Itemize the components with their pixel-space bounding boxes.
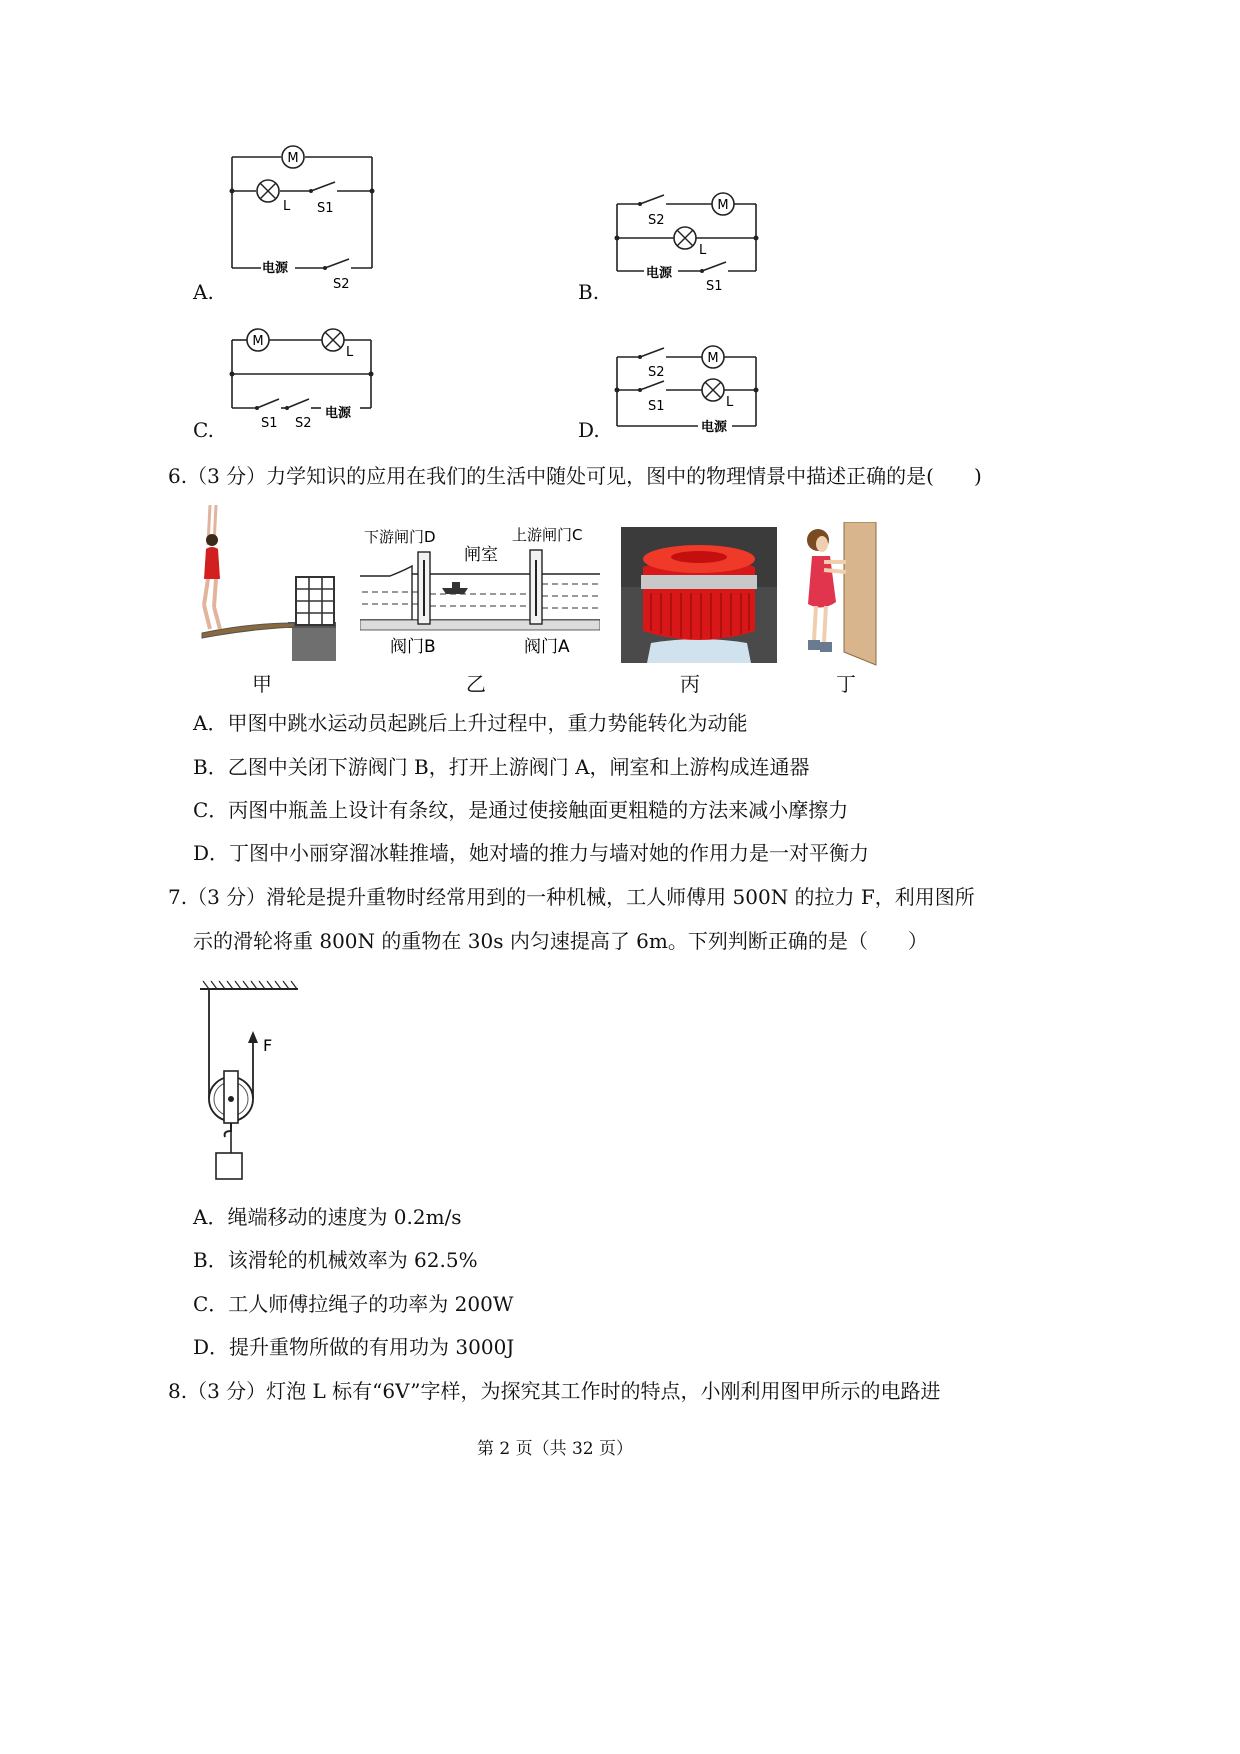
lamp-icon — [702, 379, 724, 401]
figure-bing-bottle-cap — [621, 527, 777, 663]
svg-text:下游闸门D: 下游闸门D — [364, 528, 436, 546]
q6-option-d: D．丁图中小丽穿溜冰鞋推墙，她对墙的推力与墙对她的作用力是一对平衡力 — [193, 841, 870, 865]
svg-text:L: L — [283, 199, 291, 214]
svg-text:上游闸门C: 上游闸门C — [512, 526, 583, 544]
svg-text:S2: S2 — [648, 213, 665, 228]
svg-text:M: M — [707, 351, 719, 366]
option-d-label: D. — [578, 418, 600, 442]
motor-icon — [282, 146, 304, 168]
svg-text:S2: S2 — [648, 365, 665, 380]
option-c-label: C. — [193, 418, 214, 442]
q7-stem-line2: 示的滑轮将重 800N 的重物在 30s 内匀速提高了 6m。下列判断正确的是（ ） — [193, 929, 928, 953]
circuit-diagram-a — [225, 140, 385, 290]
svg-text:电源: 电源 — [701, 420, 728, 435]
svg-text:S2: S2 — [333, 277, 350, 290]
option-a-label: A. — [193, 280, 214, 304]
svg-text:电源: 电源 — [262, 261, 289, 276]
svg-text:阀门B: 阀门B — [390, 637, 436, 657]
svg-text:阀门A: 阀门A — [524, 637, 570, 657]
q7-option-b: B．该滑轮的机械效率为 62.5% — [193, 1248, 478, 1272]
figure-jia-diver — [190, 505, 340, 663]
q6-stem: 6.（3 分）力学知识的应用在我们的生活中随处可见，图中的物理情景中描述正确的是( ) — [168, 464, 982, 488]
motor-icon — [247, 329, 269, 351]
circuit-diagram-b — [610, 182, 770, 294]
q7-option-c: C．工人师傅拉绳子的功率为 200W — [193, 1292, 514, 1316]
q7-option-a: A．绳端移动的速度为 0.2m/s — [193, 1205, 462, 1229]
svg-text:M: M — [717, 198, 729, 213]
svg-text:S1: S1 — [261, 416, 278, 431]
circuit-diagram-c — [225, 324, 390, 436]
pulley-diagram — [195, 975, 305, 1185]
motor-icon — [702, 346, 724, 368]
svg-text:电源: 电源 — [325, 406, 352, 421]
q6-option-c: C．丙图中瓶盖上设计有条纹，是通过使接触面更粗糙的方法来减小摩擦力 — [193, 798, 849, 822]
page-footer: 第 2 页（共 32 页） — [476, 1439, 634, 1459]
q6-option-a: A．甲图中跳水运动员起跳后上升过程中，重力势能转化为动能 — [193, 711, 748, 735]
svg-text:M: M — [287, 151, 299, 166]
svg-text:S1: S1 — [706, 279, 723, 294]
figure-ding-girl-pushing-wall — [800, 522, 880, 667]
figure-yi-ship-lock — [360, 520, 600, 660]
svg-text:S2: S2 — [295, 416, 312, 431]
q6-option-b: B．乙图中关闭下游阀门 B，打开上游阀门 A，闸室和上游构成连通器 — [193, 755, 810, 779]
svg-text:F: F — [263, 1036, 273, 1055]
lamp-icon — [674, 227, 696, 249]
caption-yi: 乙 — [466, 672, 486, 696]
svg-text:S1: S1 — [317, 201, 334, 216]
q7-stem-line1: 7.（3 分）滑轮是提升重物时经常用到的一种机械，工人师傅用 500N 的拉力 F，利用图所 — [168, 885, 975, 909]
circuit-diagram-d — [610, 340, 770, 440]
lamp-icon — [257, 180, 279, 202]
lamp-icon — [322, 329, 344, 351]
svg-text:S1: S1 — [648, 399, 665, 414]
svg-text:L: L — [346, 345, 354, 360]
svg-text:闸室: 闸室 — [464, 545, 498, 565]
q8-stem-line1: 8.（3 分）灯泡 L 标有“6V”字样，为探究其工作时的特点，小刚利用图甲所示的电路进 — [168, 1379, 941, 1403]
svg-text:L: L — [699, 243, 707, 258]
caption-jia: 甲 — [252, 672, 272, 696]
svg-text:M: M — [252, 334, 264, 349]
motor-icon — [712, 193, 734, 215]
caption-ding: 丁 — [836, 672, 856, 696]
q7-option-d: D．提升重物所做的有用功为 3000J — [193, 1335, 515, 1359]
svg-text:电源: 电源 — [646, 266, 673, 281]
caption-bing: 丙 — [680, 672, 700, 696]
svg-text:L: L — [726, 395, 734, 410]
option-b-label: B. — [578, 280, 600, 304]
